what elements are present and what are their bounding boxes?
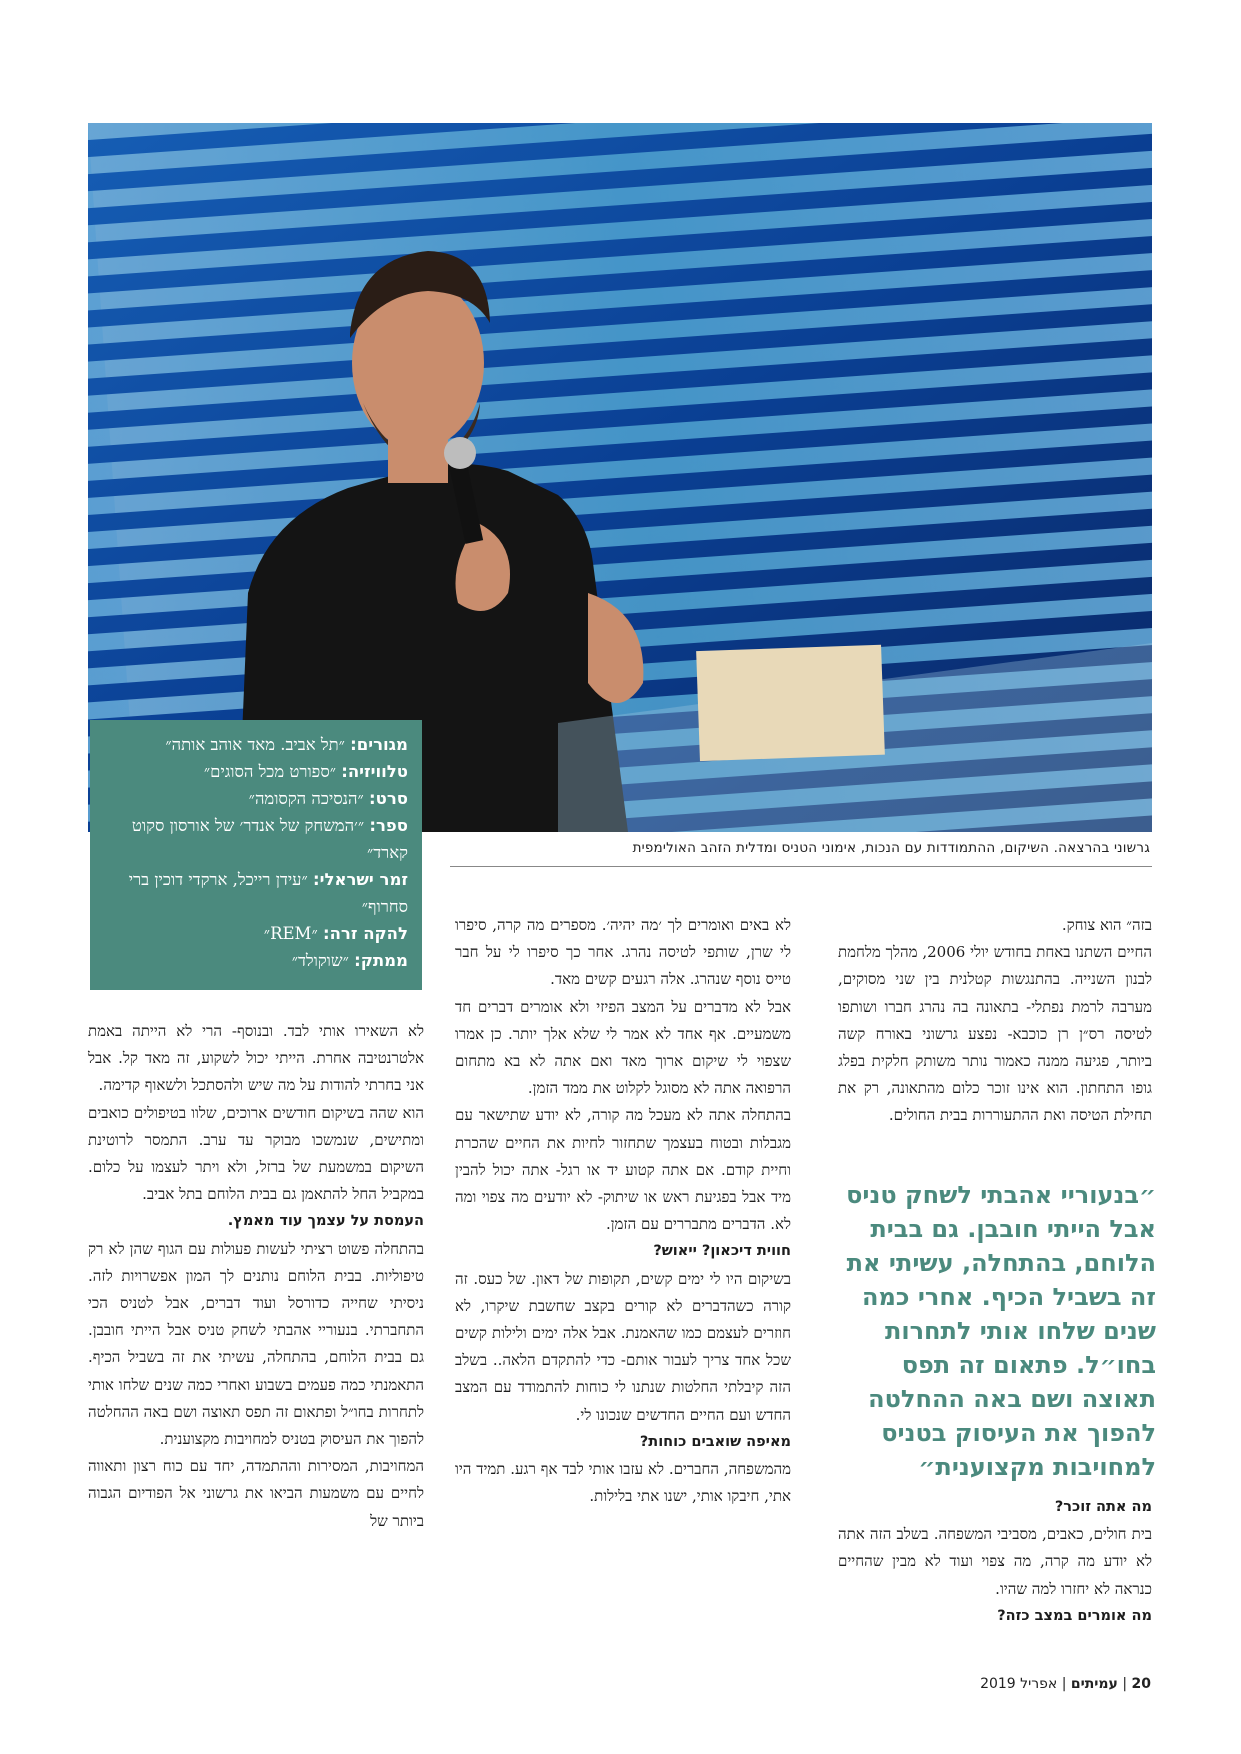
sidebar-label: ממתק: (354, 951, 408, 970)
sidebar-row-foreign-band (104, 920, 408, 947)
paragraph: החיים השתנו באחת בחודש יולי 2006, מהלך מלחמת לבנון השנייה. בהתנגשות קטלנית בין שני מסוקים, מערבה לרמת נפתלי- בתאונה בה נהרג חברו ושותפו לטיסה רס״ן רן כוכבא- נפצע גרשוני באורח קשה ביותר, פגיעה ממנה כאמור נותר משותק חלקית בפלג גופו התחתון. הוא אינו זוכר כלום מהתאונה, רק את תחילת הטיסה ואת ההתעוררות בבית החולים. (838, 943, 1152, 1125)
interview-question: מאיפה שואבים כוחות? (639, 1433, 791, 1450)
footer-separator: | (1117, 1676, 1128, 1692)
paragraph: בשיקום היו לי ימים קשים, תקופות של דאון. של כעס. זה קורה כשהדברים לא קורים בקצב שחשבת שיקרו, לא חוזרים לעצמם כמו שהאמנת. אבל אלה ימים ולילות קשים שכל אחד צריך לעבור אותם- כדי להתקדם הלאה.. בשלב הזה קיבלתי החלטות שנתנו לי כוחות להתמודד עם המצב החדש ועם החיים החדשים שנכונו לי. (455, 1269, 791, 1424)
paragraph: אבל לא מדברים על המצב הפיזי ולא אומרים דברים חד משמעיים. אף אחד לא אמר לי שלא אלך יותר. כן אמרו שצפוי לי שיקום ארוך מאד ואם אתה לא בא מתחום הרפואה אתה לא מסוגל לקלוט את ממד הזמן. (455, 997, 791, 1098)
sidebar-label: סרט: (369, 789, 408, 808)
issue-date: אפריל 2019 (980, 1676, 1058, 1692)
article-column-middle (455, 912, 791, 1510)
favorites-sidebar (90, 720, 422, 990)
interview-question: מה אתה זוכר? (1054, 1499, 1152, 1515)
article-column-right (838, 912, 1152, 1130)
sidebar-value: ״שוקולד״ (291, 951, 355, 970)
interview-question: העמסת על עצמך עוד מאמץ. (227, 1213, 424, 1230)
sidebar-row-residence (104, 731, 408, 758)
article-column-right-bottom (838, 1494, 1152, 1630)
sidebar-row-book (104, 812, 408, 866)
paragraph: בהתחלה אתה לא מעכל מה קורה, לא יודע שתישאר עם מגבלות ובטוח בעצמך שתחזור לחיות את החיים שהכרת וחיית קודם. אם אתה קטוע יד או רגל- אתה יכול להבין מיד אבל בפגיעת ראש או שיתוק- לא יודעים מה צפוי ומה לא. הדברים מתבררים עם הזמן. (455, 1106, 791, 1234)
sidebar-value: ״תל אביב. מאד אוהב אותה״ (165, 735, 351, 754)
magazine-name: עמיתים (1070, 1676, 1118, 1692)
interview-question: חווית דיכאון? ייאוש? (653, 1243, 791, 1260)
paragraph: בהתחלה פשוט רציתי לעשות פעולות עם הגוף שהן לא רק טיפוליות. בבית הלוחם נותנים לך המון אפשרויות לזה. ניסיתי שחייה כדורסל ועוד דברים, אבל לטניס הכי התחברתי. בנעוריי אהבתי לשחק טניס אבל הייתי חובבן. גם בבית הלוחם, בהתחלה, עשיתי את זה בשביל הכיף. התאמנתי כמה פעמים בשבוע ואחרי כמה שנים שלחו אותי לתחרות בחו״ל ופתאום זה תפס תאוצה ושם באה ההחלטה להפוך את העיסוק בטניס למחויבות מקצוענית. (88, 1239, 424, 1449)
paragraph: לא באים ואומרים לך ׳מה יהיה׳. מספרים מה קרה, סיפרו לי שרן, שותפי לטיסה נהרג. אחר כך סיפרו לי על חבר טייס נוסף שנהרג. אלה רגעים קשים מאד. (455, 916, 791, 989)
sidebar-value: ״עידן רייכל, ארקדי דוכין ברי סחרוף״ (128, 870, 408, 916)
sidebar-row-candy (104, 947, 408, 974)
page-footer (980, 1676, 1151, 1692)
caption-divider (450, 866, 1152, 867)
article-column-left (88, 1018, 424, 1535)
paragraph: בזה״ הוא צוחק. (1061, 916, 1152, 934)
sidebar-value: ״REM״ (263, 924, 323, 943)
sidebar-label: זמר ישראלי: (313, 870, 408, 889)
sidebar-value: ״ספורט מכל הסוגים״ (203, 762, 342, 781)
sidebar-row-movie (104, 785, 408, 812)
sidebar-row-israeli-singer (104, 866, 408, 920)
sidebar-value: ״׳המשחק של אנדר׳ של אורסון סקוט קארד״ (131, 816, 408, 862)
sidebar-label: ספר: (369, 816, 408, 835)
page-number: 20 (1131, 1676, 1151, 1692)
paragraph: בית חולים, כאבים, מסביבי המשפחה. בשלב הזה אתה לא יודע מה קרה, מה צפוי ועוד לא מבין שהחיים כנראה לא יחזרו למה שהיו. (838, 1525, 1152, 1598)
paragraph: הוא שהה בשיקום חודשים ארוכים, שלוו בטיפולים כואבים ומתישים, שנמשכו מבוקר עד ערב. התמסר לרוטינת השיקום במשמעת של ברזל, ולא ויתר לעצמו על כלום. במקביל החל להתאמן גם בבית הלוחם בתל אביב. (88, 1103, 424, 1204)
sidebar-label: טלוויזיה: (341, 762, 408, 781)
photo-caption: גרשוני בהרצאה. השיקום, ההתמודדות עם הנכות, אימוני הטניס ומדלית הזהב האולימפית (632, 840, 1150, 856)
sidebar-label: להקה זרה: (322, 924, 408, 943)
paragraph: לא השאירו אותי לבד. ובנוסף- הרי לא הייתה באמת אלטרנטיבה אחרת. הייתי יכול לשקוע, זה מאד קל. אבל אני בחרתי להודות על מה שיש ולהסתכל ולשאוף קדימה. (88, 1022, 424, 1095)
footer-separator: | (1057, 1676, 1067, 1692)
sidebar-label: מגורים: (350, 735, 408, 754)
sidebar-row-tv (104, 758, 408, 785)
interview-question: מה אומרים במצב כזה? (997, 1607, 1152, 1624)
paragraph: מהמשפחה, החברים. לא עזבו אותי לבד אף רגע. תמיד היו אתי, חיבקו אותי, ישנו אתי בלילות. (455, 1460, 791, 1506)
sidebar-value: ״הנסיכה הקסומה״ (248, 789, 370, 808)
pull-quote: ״בנעוריי אהבתי לשחק טניס אבל הייתי חובבן. גם בבית הלוחם, בהתחלה, עשיתי את זה בשביל הכיף. אחרי כמה שנים שלחו אותי לתחרות בחו״ל. פתאום זה תפס תאוצה ושם באה ההחלטה להפוך את העיסוק בטניס למחויבות מקצוענית״ (846, 1181, 1156, 1481)
paragraph: המחויבות, המסירות וההתמדה, יחד עם כוח רצון ותאווה לחיים עם משמעות הביאו את גרשוני אל הפודיום הגבוה ביותר של (88, 1457, 424, 1530)
